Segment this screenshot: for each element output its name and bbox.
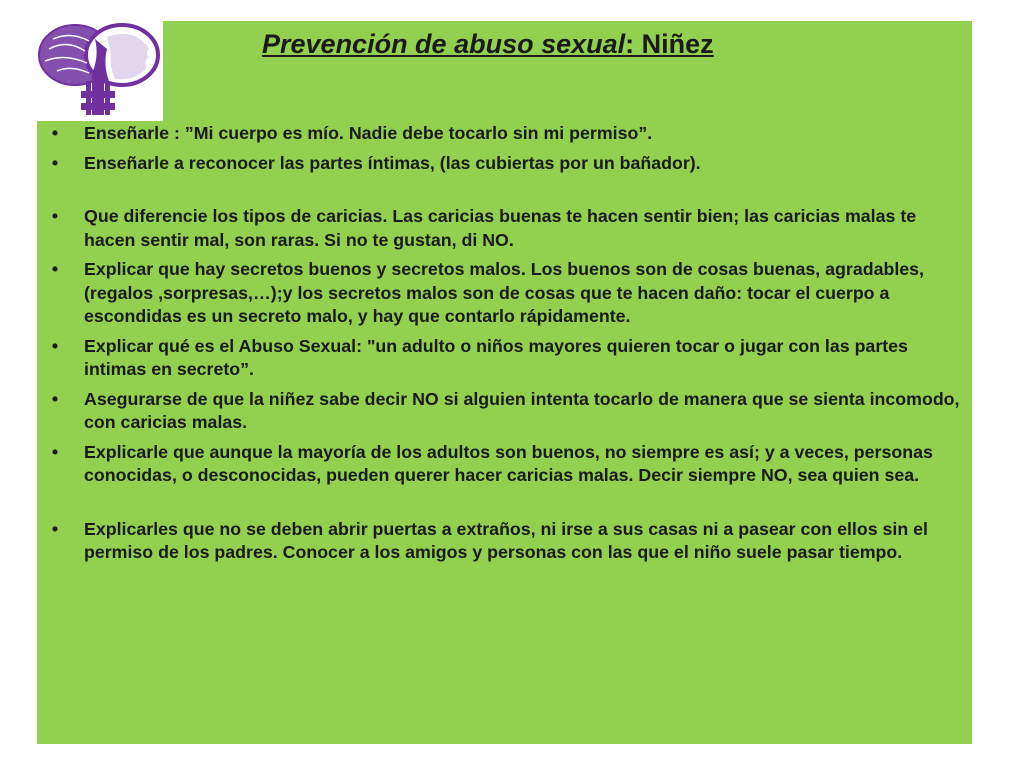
list-item <box>48 441 966 488</box>
bullet-icon: • <box>51 441 59 462</box>
list-item <box>48 388 966 435</box>
list-item-text: Explicar que hay secretos buenos y secretos malos. Los buenos son de cosas buenas, agradables,(regalos ,sorpresas,…);y los secretos malos son de cosas que te hacen daño: tocar el cuerpo a escondidas es un secreto malo, y hay que contarlo rápidamente. <box>84 259 924 326</box>
list-item <box>48 518 966 565</box>
list-item <box>48 122 966 146</box>
list-item <box>48 205 966 252</box>
bullet-list <box>48 122 966 571</box>
page-title <box>262 29 714 60</box>
female-symbol-tree-icon <box>37 19 163 121</box>
list-item-text: Enseñarle a reconocer las partes íntimas, (las cubiertas por un bañador). <box>84 152 701 173</box>
logo <box>37 19 163 121</box>
bullet-icon: • <box>51 123 59 143</box>
bullet-icon: • <box>51 335 59 356</box>
bullet-icon: • <box>51 518 59 539</box>
title-suffix: : Niñez <box>625 29 714 59</box>
bullet-icon: • <box>51 259 59 279</box>
list-item-text: Explicarles que no se deben abrir puertas a extraños, ni irse a sus casas ni a pasear con ellos sin el permiso de los padres. Conocer a los amigos y personas con las que el niño suele pasar tiempo. <box>84 518 928 562</box>
list-item <box>48 258 966 329</box>
list-item-text: Explicarle que aunque la mayoría de los adultos son buenos, no siempre es así; y a veces, personas conocidas, o desconocidas, pueden querer hacer caricias malas. Decir siempre NO, sea quien sea. <box>84 441 933 485</box>
bullet-icon: • <box>51 388 59 409</box>
list-item-text: Que diferencie los tipos de caricias. Las caricias buenas te hacen sentir bien; las caricias malas te hacen sentir mal, son raras. Si no te gustan, di NO. <box>84 206 917 250</box>
list-item-text: Enseñarle : ”Mi cuerpo es mío. Nadie debe tocarlo sin mi permiso”. <box>84 123 653 143</box>
title-main: Prevención de abuso sexual <box>262 29 626 59</box>
list-item <box>48 152 966 176</box>
bullet-icon: • <box>51 206 59 226</box>
bullet-icon: • <box>51 152 59 173</box>
list-item <box>48 335 966 382</box>
list-item-text: Asegurarse de que la niñez sabe decir NO si alguien intenta tocarlo de manera que se sienta incomodo, con caricias malas. <box>84 388 960 432</box>
list-item-text: Explicar qué es el Abuso Sexual: "un adulto o niños mayores quieren tocar o jugar con las partes intimas en secreto”. <box>84 335 908 379</box>
